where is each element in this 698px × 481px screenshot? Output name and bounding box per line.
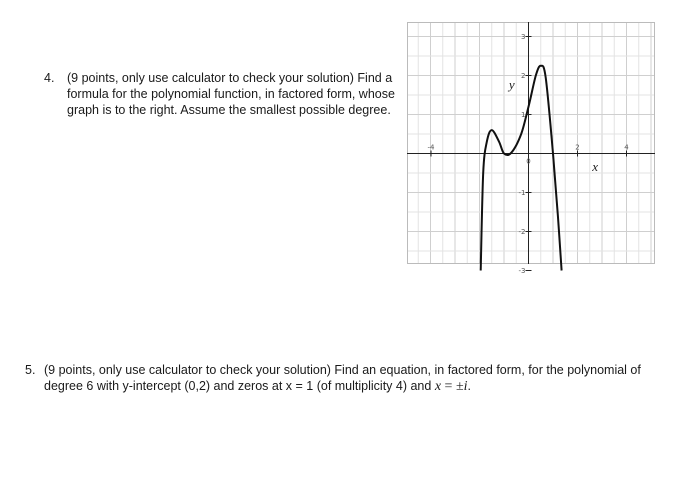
graph-grid bbox=[408, 23, 655, 264]
y-tick-label: -3 bbox=[518, 267, 526, 275]
problem-4-number: 4. bbox=[44, 71, 55, 85]
problem-5-number: 5. bbox=[25, 363, 36, 377]
problem-5-text bbox=[44, 362, 664, 395]
y-tick-label: 1 bbox=[521, 111, 526, 119]
problem-5-text-body: (9 points, only use calculator to check your solution) Find an equation, in factored form, for the polynomial of degree 6 with y-intercept (0,2) and zeros at x = 1 (of multiplicity 4) and bbox=[44, 363, 641, 393]
math-equals: = bbox=[441, 379, 456, 394]
polynomial-graph bbox=[407, 22, 655, 275]
x-tick-label: 0 bbox=[526, 157, 531, 166]
x-tick-label: 4 bbox=[624, 143, 629, 152]
y-tick-label: 2 bbox=[521, 72, 526, 80]
x-tick-label: -4 bbox=[427, 143, 435, 152]
y-axis-label: y bbox=[508, 77, 515, 93]
math-plus-minus: ± bbox=[455, 379, 464, 394]
problem-4-text: (9 points, only use calculator to check your solution) Find a formula for the polynomial function, in factored form, whose graph is to the right. Assume the smallest possible degree. bbox=[67, 71, 395, 117]
period: . bbox=[467, 379, 471, 393]
y-tick-label: 3 bbox=[521, 33, 526, 41]
graph-border bbox=[408, 23, 655, 264]
polynomial-curve bbox=[481, 66, 562, 271]
y-tick-label: -1 bbox=[518, 189, 526, 197]
x-tick-label: 2 bbox=[575, 143, 580, 152]
y-tick-label: -2 bbox=[518, 228, 526, 236]
math-x: x bbox=[434, 379, 442, 394]
x-axis-label: x bbox=[592, 159, 598, 175]
math-i: i bbox=[463, 379, 468, 394]
